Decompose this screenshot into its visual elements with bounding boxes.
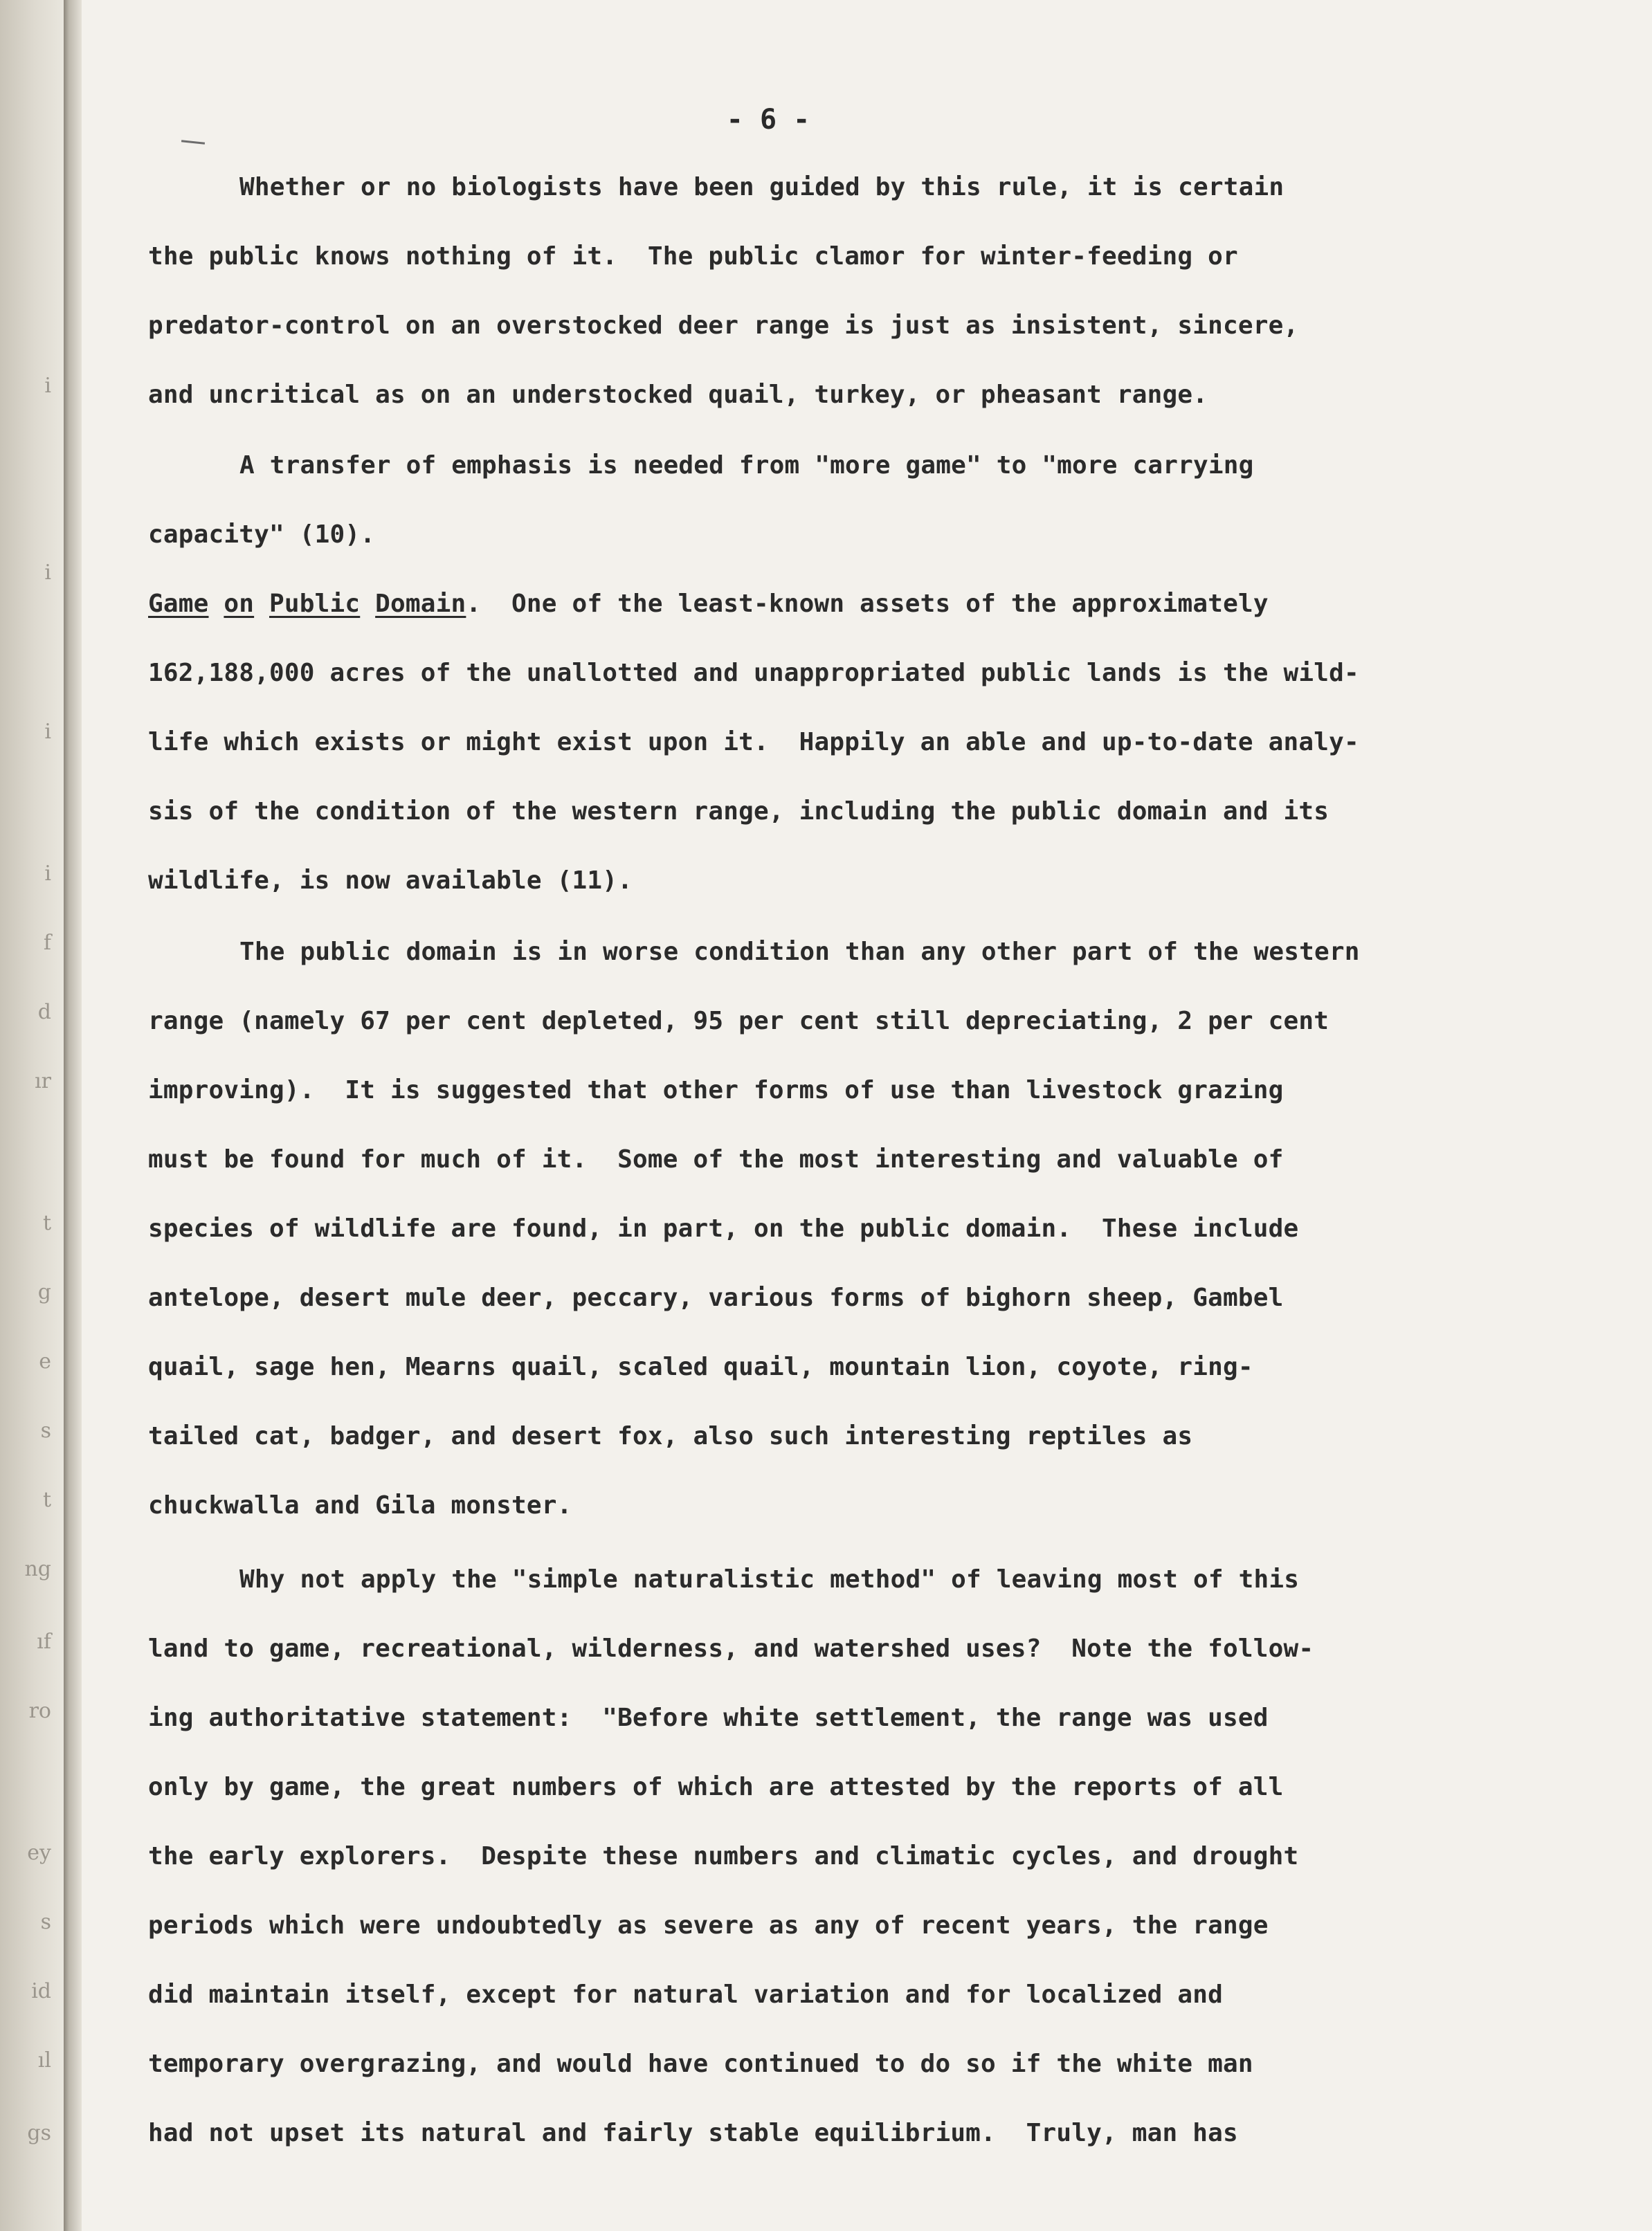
edge-mark: t: [42, 1211, 51, 1235]
edge-mark: ıf: [37, 1630, 51, 1654]
text-line: the public knows nothing of it. The public clamor for winter-feeding or: [148, 242, 1238, 271]
text-line: chuckwalla and Gila monster.: [148, 1491, 572, 1520]
text-line: predator-control on an overstocked deer range is just as insistent, sincere,: [148, 311, 1299, 340]
edge-mark: i: [44, 561, 51, 585]
text-line: Whether or no biologists have been guided by this rule, it is certain: [239, 173, 1285, 201]
text-line: tailed cat, badger, and desert fox, also such interesting reptiles as: [148, 1422, 1193, 1450]
edge-mark: ng: [24, 1557, 51, 1581]
edge-mark: id: [31, 1979, 51, 2003]
text-run: . One of the least-known assets of the approximately: [466, 590, 1269, 618]
text-line: did maintain itself, except for natural variation and for localized and: [148, 1980, 1224, 2009]
previous-page-show-through: [0, 0, 64, 2231]
text-line: Why not apply the "simple naturalistic method" of leaving most of this: [239, 1565, 1300, 1594]
edge-mark: ıl: [37, 2048, 51, 2073]
text-line: periods which were undoubtedly as severe as any of recent years, the range: [148, 1911, 1269, 1940]
text-line: wildlife, is now available (11).: [148, 866, 633, 895]
edge-mark: gs: [27, 2121, 51, 2145]
text-line: and uncritical as on an understocked quail, turkey, or pheasant range.: [148, 381, 1208, 409]
text-line: only by game, the great numbers of which are attested by the reports of all: [148, 1773, 1284, 1801]
text-line: land to game, recreational, wilderness, and watershed uses? Note the follow-: [148, 1634, 1314, 1663]
edge-mark: e: [39, 1349, 51, 1374]
text-line: ing authoritative statement: "Before white settlement, the range was used: [148, 1704, 1269, 1732]
section-heading-word: Game: [148, 590, 209, 618]
section-heading-word: Public: [269, 590, 361, 618]
text-line: improving). It is suggested that other forms of use than livestock grazing: [148, 1076, 1284, 1104]
text-line: temporary overgrazing, and would have continued to do so if the white man: [148, 2050, 1253, 2078]
binding-gutter: [64, 0, 82, 2231]
edge-mark: ro: [28, 1699, 51, 1723]
edge-mark: i: [44, 720, 51, 744]
edge-mark: s: [40, 1910, 51, 1934]
edge-mark: i: [44, 374, 51, 398]
text-line: must be found for much of it. Some of the most interesting and valuable of: [148, 1145, 1284, 1174]
text-line: had not upset its natural and fairly stable equilibrium. Truly, man has: [148, 2119, 1238, 2147]
edge-mark: g: [37, 1280, 51, 1304]
section-heading-word: on: [224, 590, 255, 618]
text-line: The public domain is in worse condition than any other part of the western: [239, 938, 1360, 966]
text-line: antelope, desert mule deer, peccary, various forms of bighorn sheep, Gambel: [148, 1284, 1284, 1312]
text-line: the early explorers. Despite these numbers and climatic cycles, and drought: [148, 1842, 1299, 1870]
text-line: capacity" (10).: [148, 520, 376, 549]
edge-mark: s: [40, 1419, 51, 1443]
text-line: range (namely 67 per cent depleted, 95 per cent still depreciating, 2 per cent: [148, 1007, 1329, 1035]
edge-mark: f: [43, 931, 51, 955]
text-line: quail, sage hen, Mearns quail, scaled quail, mountain lion, coyote, ring-: [148, 1353, 1253, 1381]
edge-mark: d: [37, 1000, 51, 1024]
edge-mark: t: [42, 1488, 51, 1512]
section-heading-word: Domain: [375, 590, 466, 618]
text-line: life which exists or might exist upon it. Happily an able and up-to-date analy-: [148, 728, 1359, 756]
edge-mark: ey: [27, 1841, 51, 1865]
text-line: A transfer of emphasis is needed from "more game" to "more carrying: [239, 451, 1254, 480]
edge-mark: ır: [35, 1069, 51, 1093]
text-line: sis of the condition of the western range, including the public domain and its: [148, 797, 1329, 826]
section-heading-line: [148, 590, 1560, 618]
edge-mark: i: [44, 862, 51, 886]
text-line: 162,188,000 acres of the unallotted and unappropriated public lands is the wild-: [148, 659, 1359, 687]
page-number: - 6 -: [726, 104, 810, 136]
text-line: species of wildlife are found, in part, on the public domain. These include: [148, 1214, 1299, 1243]
